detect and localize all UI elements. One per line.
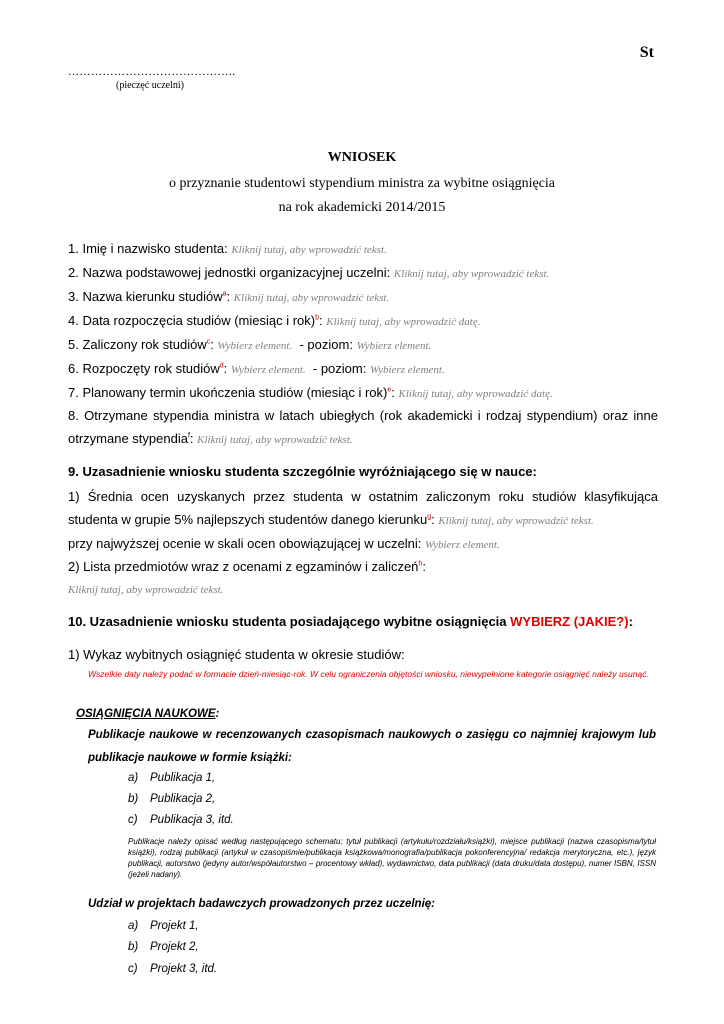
project-item[interactable]: a) Projekt 1, bbox=[128, 920, 199, 932]
field-student-name bbox=[68, 241, 658, 256]
document-title: WNIOSEK bbox=[327, 150, 397, 165]
date-format-note: Wszelkie daty należy podać w formacie dzień-miesiąc-rok. W celu ograniczenia objętości wniosku, niewypełnione kategorie osiągnięć należy usunąć. bbox=[88, 669, 649, 679]
subjects-list-input[interactable]: Kliknij tutaj, aby wprowadzić tekst. bbox=[68, 584, 224, 596]
stamp-label: (pieczęć uczelni) bbox=[116, 80, 185, 91]
section9-p2: 2) Lista przedmiotów wraz z ocenami z egzaminów i zaliczeń$^h$: bbox=[68, 559, 426, 574]
scientific-achievements-heading: OSIĄGNIĘCIA NAUKOWE: bbox=[76, 708, 220, 720]
field-start-date: 4. Data rozpoczęcia studiów (miesiąc i rok)$^b$: Kliknij tutaj, aby wprowadzić datę. bbox=[68, 313, 481, 328]
field-previous-scholarships-line1: 8. Otrzymane stypendia ministra w latach ubiegłych (rok akademicki i rodzaj stypendium) oraz inne bbox=[68, 408, 658, 423]
field-label: 5. Zaliczony rok studiów bbox=[68, 337, 207, 352]
grade-average-input[interactable]: Kliknij tutaj, aby wprowadzić tekst. bbox=[438, 515, 594, 527]
stamp-dots: …………………………………….. bbox=[68, 66, 236, 78]
field-label: 2. Nazwa podstawowej jednostki organizacyjnej uczelni: bbox=[68, 265, 391, 280]
field-label: 1. Imię i nazwisko studenta: bbox=[68, 241, 228, 256]
publications-heading-line1: Publikacje naukowe w recenzowanych czasopismach naukowych o zasięgu co najmniej krajowym lub bbox=[88, 729, 656, 741]
max-grade-select[interactable]: Wybierz element. bbox=[424, 539, 500, 551]
footnote-mark: b bbox=[315, 314, 319, 322]
field-label: 7. Planowany termin ukończenia studiów (miesiąc i rok) bbox=[68, 385, 388, 400]
level-label: - poziom: bbox=[299, 337, 353, 352]
field-label: 4. Data rozpoczęcia studiów (miesiąc i rok) bbox=[68, 313, 316, 328]
field-completed-year: 5. Zaliczony rok studiów$^c$: Wybierz element. - poziom: Wybierz element. bbox=[68, 337, 432, 352]
footnote-mark: d bbox=[219, 362, 224, 370]
completed-year-select[interactable]: Wybierz element. bbox=[217, 340, 293, 352]
footnote-mark: g bbox=[427, 513, 432, 521]
section9-heading: 9. Uzasadnienie wniosku studenta szczególnie wyróżniającego się w nauce: bbox=[68, 464, 537, 479]
footnote-mark: h bbox=[418, 560, 423, 568]
footnote-mark: c bbox=[206, 338, 211, 346]
completed-level-select[interactable]: Wybierz element. bbox=[356, 340, 432, 352]
project-item[interactable]: c) Projekt 3, itd. bbox=[128, 963, 218, 975]
publication-item[interactable]: a) Publikacja 1, bbox=[128, 772, 216, 784]
footnote-mark: f bbox=[187, 432, 190, 440]
publication-item[interactable]: b) Publikacja 2, bbox=[128, 793, 216, 805]
footnote-mark: a bbox=[222, 290, 227, 298]
started-year-select[interactable]: Wybierz element. bbox=[230, 364, 306, 376]
section10-heading: 10. Uzasadnienie wniosku studenta posiadającego wybitne osiągnięcia WYBIERZ (JAKIE?): bbox=[68, 614, 633, 629]
section9-p1-line3: przy najwyższej ocenie w skali ocen obowiązującej w uczelni: Wybierz element. bbox=[68, 536, 500, 551]
field-unit-name bbox=[68, 265, 658, 280]
publications-heading-line2: publikacje naukowe w formie książki: bbox=[88, 752, 292, 764]
projects-heading: Udział w projektach badawczych prowadzonych przez uczelnię: bbox=[88, 898, 435, 910]
form-code: St bbox=[639, 44, 654, 61]
start-date-picker[interactable]: Kliknij tutaj, aby wprowadzić datę. bbox=[326, 316, 481, 328]
level-label: - poziom: bbox=[312, 361, 367, 376]
started-level-select[interactable]: Wybierz element. bbox=[369, 364, 445, 376]
field-planned-end: 7. Planowany termin ukończenia studiów (miesiąc i rok)$^e$: Kliknij tutaj, aby wprowadzić datę. bbox=[68, 385, 553, 400]
publication-item[interactable]: c) Publikacja 3, itd. bbox=[128, 814, 234, 826]
course-name-input[interactable]: Kliknij tutaj, aby wprowadzić tekst. bbox=[233, 292, 390, 304]
section9-p2-input-row bbox=[68, 581, 658, 596]
section9-p1-line2: studenta w grupie 5% najlepszych studentów danego kierunku$^g$: Kliknij tutaj, aby wprowadzić tekst. bbox=[68, 512, 594, 527]
project-item[interactable]: b) Projekt 2, bbox=[128, 941, 199, 953]
field-course-name: 3. Nazwa kierunku studiów$^a$: Kliknij tutaj, aby wprowadzić tekst. bbox=[68, 289, 390, 304]
document-subtitle: o przyznanie studentowi stypendium ministra za wybitne osiągnięcia bbox=[168, 176, 556, 191]
student-name-input[interactable]: Kliknij tutaj, aby wprowadzić tekst. bbox=[231, 244, 387, 256]
section9-p1-line1: 1) Średnia ocen uzyskanych przez studenta w ostatnim zaliczonym roku studiów klasyfikująca bbox=[68, 489, 658, 504]
field-started-year: 6. Rozpoczęty rok studiów$^d$: Wybierz element. - poziom: Wybierz element. bbox=[68, 361, 445, 376]
unit-name-input[interactable]: Kliknij tutaj, aby wprowadzić tekst. bbox=[393, 268, 550, 280]
footnote-mark: e bbox=[387, 386, 392, 394]
field-label: 3. Nazwa kierunku studiów bbox=[68, 289, 223, 304]
publications-description: Publikacje należy opisać według następującego schematu: tytuł publikacji (artykułu/rozdziału/książki), miejsce publikacji (nazwa czasopisma/tytuł książki), rodzaj publikacji (artykuł w czasopiśmie/publikacja książkowa/monografia/publikacja pokonferencyjna/ redakcja merytoryczna, etc.), język publikacji, autorstwo (jedyny autor/współautorstwo – procentowy wkład), wydawnictwo, data publikacji (data druku/data dostępu), numer ISBN, ISSN (jeżeli nadany). bbox=[128, 837, 656, 879]
achievement-type-select[interactable]: WYBIERZ (JAKIE?) bbox=[510, 614, 629, 629]
field-previous-scholarships: otrzymane stypendia$^f$: Kliknij tutaj, aby wprowadzić tekst. bbox=[68, 431, 353, 446]
section10-p1: 1) Wykaz wybitnych osiągnięć studenta w okresie studiów: bbox=[68, 647, 405, 662]
academic-year: na rok akademicki 2014/2015 bbox=[278, 200, 446, 215]
field-label: 6. Rozpoczęty rok studiów bbox=[68, 361, 220, 376]
previous-scholarships-input[interactable]: Kliknij tutaj, aby wprowadzić tekst. bbox=[197, 434, 353, 446]
planned-end-date-picker[interactable]: Kliknij tutaj, aby wprowadzić datę. bbox=[398, 388, 553, 400]
field-label: otrzymane stypendia bbox=[68, 431, 188, 446]
